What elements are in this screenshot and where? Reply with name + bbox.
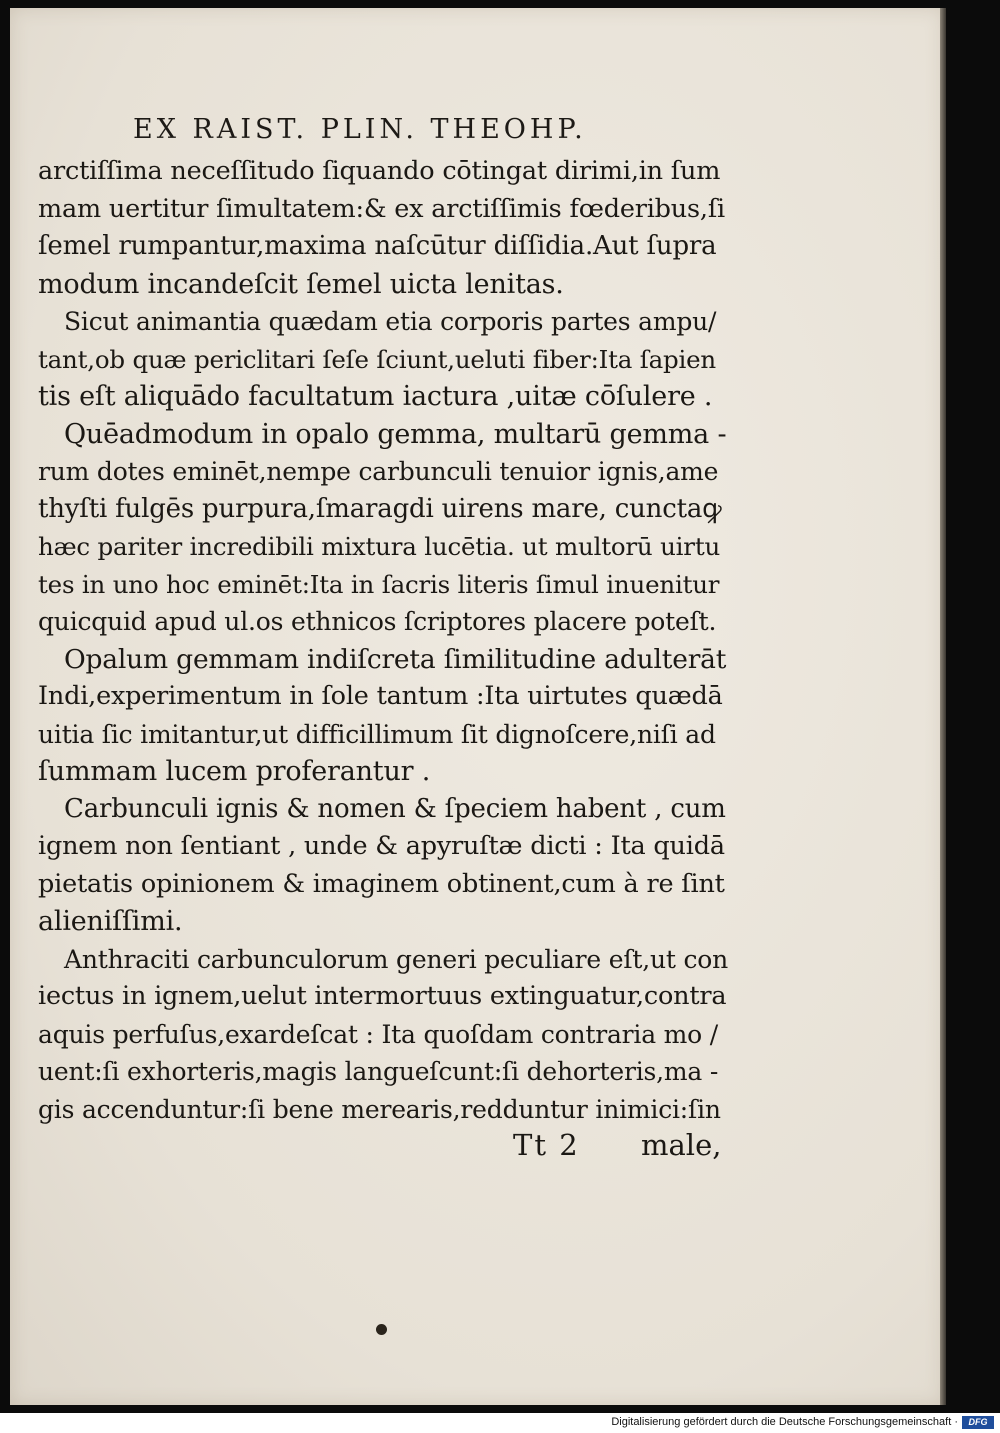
text-line: Indi,experimentum in ſole tantum :Ita uirtutes quædā	[38, 681, 723, 711]
ink-dot	[376, 1324, 387, 1335]
text-line: mam uertitur ſimultatem:& ex arctiſſimis fœderibus,ſi	[38, 193, 726, 224]
main-text-block	[38, 153, 728, 1128]
catchword: male,	[641, 1128, 722, 1162]
text-line: modum incandeſcit ſemel uicta lenitas.	[38, 268, 564, 300]
text-line: tes in uno hoc eminēt:Ita in ſacris literis ſimul inuenitur	[38, 569, 720, 599]
text-line: thyſti fulgēs purpura,ſmaragdi uirens mare, cunctaꝙ	[38, 493, 722, 524]
text-line: quicquid apud ul.os ethnicos ſcriptores placere poteſt.	[38, 607, 717, 636]
text-line: aquis perfuſus,exardeſcat : Ita quoſdam contraria mo /	[38, 1019, 719, 1049]
running-header: EX RAIST. PLIN. THEOHP.	[133, 114, 587, 145]
text-line: rum dotes eminēt,nempe carbunculi tenuior ignis,ame	[38, 457, 719, 486]
text-line: arctiſſima neceſſitudo ſiquando cōtingat dirimi,in ſum	[38, 156, 721, 186]
text-line: ignem non ſentiant , unde & apyruſtæ dicti : Ita quidā	[38, 831, 725, 861]
text-line: Carbunculi ignis & nomen & ſpeciem habent , cum	[64, 793, 726, 824]
text-line: pietatis opinionem & imaginem obtinent,cum à re ſint	[38, 868, 725, 899]
text-line: Opalum gemmam indiſcreta ſimilitudine adulterāt	[64, 643, 727, 675]
text-line: uent:ſi exhorteris,magis langueſcunt:ſi dehorteris,ma -	[38, 1057, 719, 1086]
text-line: Sicut animantia quædam etia corporis partes ampu/	[64, 307, 717, 336]
dfg-logo: DFG	[962, 1416, 994, 1429]
text-line: alieniſſimi.	[38, 906, 183, 937]
page-edge	[940, 8, 946, 1405]
text-line: ſemel rumpantur,maxima naſcūtur diſſidia.Aut ſupra	[38, 231, 717, 261]
text-line: uitia ſic imitantur,ut difficillimum ſit dignoſcere,niſi ad	[38, 719, 716, 749]
text-line: hæc pariter incredibili mixtura lucētia. ut multorū uirtu	[38, 532, 721, 561]
text-line: tis eſt aliquādo facultatum iactura ,uitæ cōſulere .	[38, 381, 713, 412]
text-line: gis accenduntur:ſi bene merearis,redduntur inimici:ſin	[38, 1094, 721, 1124]
footer-bar	[0, 1413, 1000, 1433]
signature-mark: Tt 2	[513, 1128, 580, 1162]
funding-credit: Digitalisierung gefördert durch die Deutsche Forschungsgemeinschaft ·	[611, 1416, 958, 1428]
text-line: iectus in ignem,uelut intermortuus extinguatur,contra	[38, 981, 727, 1011]
text-line: ſummam lucem proferantur .	[38, 756, 431, 787]
text-line: Quēadmodum in opalo gemma, multarū gemma -	[64, 418, 727, 450]
text-line: tant,ob quæ periclitari ſeſe ſciunt,ueluti fiber:Ita ſapien	[38, 344, 717, 374]
text-line: Anthraciti carbunculorum generi peculiare eſt,ut con	[64, 944, 729, 974]
